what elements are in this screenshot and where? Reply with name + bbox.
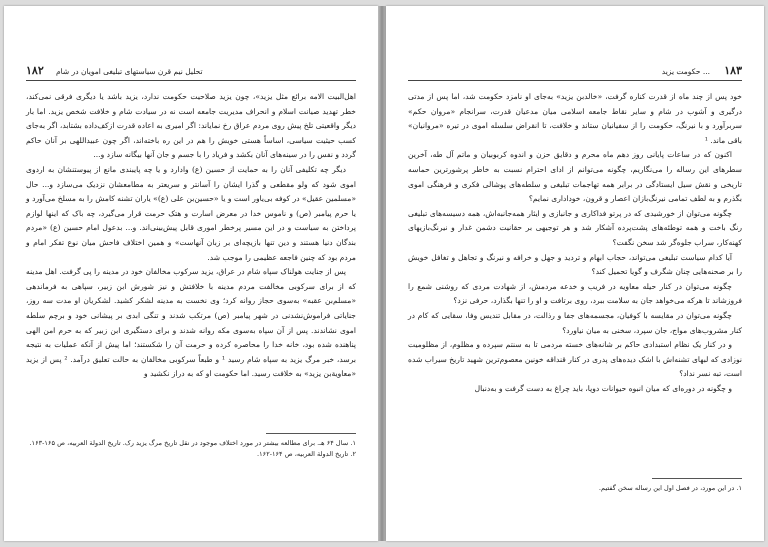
- paragraph: و چگونه در دوره‌ای که میان انبوه حیوانات دوپا، باید چراغ به دست گرفت و به‌دنبال: [474, 383, 732, 393]
- left-page: [4, 6, 378, 541]
- footnote-divider: [652, 478, 742, 479]
- paragraph: اهل‌البیت الامه برائع مثل یزید»، چون یزید صلاحیت حکومت ندارد، یزید باشد یا دیگری فرقی نمی‌کند، خطر تهدید صیانت اسلام و انحراف مدیریت جامعه است نه در سیادت شام و خلافت شخص یزید. اما بار دیگر واقعیتی تلخ پیش روی مردم عراق رخ نمایاند: اگر امیری به اعاده قدرت ازکف‌داده بشتابد، اگر به‌جای کسب حیثیت سیاسی، اساساً هستی خویش را هم در این ره باخته‌اند، اگر چون عبیداللهی بر آنان حاکم گردد و نفس را در سینه‌های آنان بکشد و فریاد را با جسم و جان آنها بیگانه سازد و...: [26, 92, 356, 160]
- book-spine: [378, 6, 386, 541]
- footnote: ۱. در این مورد، در فصل اول این رساله سخن گفتیم.: [598, 484, 742, 492]
- footnote: ۲. تاریخ الدولة العربیه، ص ۱۶۴-۱۶۲.: [257, 450, 356, 458]
- paragraph: اکنون که در ساعات پایانی روز دهم ماه محرم و دقایق حزن و اندوه کربوبیان و ماتم آل طه، آخرین سطرهای این رساله را می‌نگاریم، چگونه می‌توانم از ادای احترام نسبت به خاطر پرشورترین حماسه تاریخی و نقش سیل ایستادگی در برابر همه تهاجمات تبلیغی و سلطه‌های پوشالی فکری و فرهنگی اموی بگذرم و به لطف تمامی نیرنگ‌بازان اعصار و قرون، خوداداری نمایم؟: [408, 150, 742, 204]
- paragraph: چگونه می‌توان در مقایسه با کوفیان، مجسمه‌های جفا و رذالت، در مقابل تندیس وفا، سقایی که کام در کنار مشروب‌های مواج، جان سپرد، سخنی به میان نیاورد؟: [408, 310, 742, 335]
- paragraph: چگونه می‌توان از خورشیدی که در پرتو فداکاری و جانبازی و ایثار همه‌جانبه‌اش، همه دسیسه‌های تبلیغی رنگ باخت و همه توطئه‌های پشت‌پرده آشکار شد و هر توجیهی بر حقانیت دشمن غدار و نیرنگ‌بازیهای کهنه‌کار، سراب جلوه‌گر شد سخن نگفت؟: [408, 208, 742, 247]
- running-header-title: تحلیل نیم قرن سیاستهای تبلیغی امویان در شام: [56, 67, 203, 76]
- right-page-footnotes: [408, 483, 742, 494]
- right-page: [386, 6, 764, 541]
- paragraph: پس از جنایت هولناک سپاه شام در عراق، یزید سرکوب مخالفان خود در مدینه را پی گرفت. اهل مدینه که از برای سرکوبی مخالفت مردم مدینه با خلافتش و نیز شورش ابن زبیر، سپاهی به فرماندهی «مسلم‌بن عقبه» به‌سوی حجاز روانه کرد؛ وی نخست به مدینه لشکر کشید. لشکریان او مدت سه روز، جنایاتی فراموش‌نشدنی در شهر پیامبر (ص) مرتکب شدند و تنگی ابدی بر پیشانی خود و برچم سلطه اموی نشاندند. پس از آن سپاه به‌سوی مکه روانه شدند و برای دستگیری ابن زبیر که به حرم امن الهی پناهنده شده بود، خانه خدا را محاصره کرده و حرمت آن را شکستند؛ اما پیش از آنکه عملیات به نتیجه برسد، خبر مرگ یزید به سپاه شام رسید ¹ و طبعاً سرکوبی مخالفان به حالت تعلیق درآمد. ² پس از یزید «معاویة‌بن یزید» به خلافت رسید. اما حکومت او که به دراز نکشید و: [26, 267, 357, 379]
- paragraph: دیگر چه تکلیفی آنان را به حمایت از حسین (ع) وادارد و یا چه پایبندی مانع از پیوستنشان به اردوی اموی شود که ولو مقطعی و گذرا ایشان را آسانتر و سریعتر به مطامعشان نزدیک می‌سازد و... حال «مسلمین عقیل» در کوفه بی‌یاور است و یا «حسین‌بن علی (ع)» یاران تشنه کامش را به مسلخ می‌آورد و یا حرم پیامبر (ص) و ناموس خدا در معرض اسارت و هتک حرمت قرار می‌گیرد، چه باک که اینها لوازم پرداختن به سیاست و در این مسیر پرخطر اموری قابل پیش‌بینی‌اند. و... بدعول امام حسین (ع) «مردم بندگان دنیا هستند و دین تنها بازیچه‌ای بر زبان آنهاست» و همین اختلاف فاحش میان نوع تفکر امام و مردم بود که چنین فاجعه عظیمی را موجب شد.: [26, 164, 356, 262]
- right-page-header: [408, 64, 742, 81]
- footnote: ۱. سال ۶۴ هـ. برای مطالعه بیشتر در مورد اختلاف موجود در نقل تاریخ مرگ یزید رک. تاریخ الدولة العربیه، ص ۱۶۵-۱۶۳.: [29, 439, 356, 447]
- running-header-title: حکومت یزید ...: [661, 67, 710, 76]
- left-page-body: [26, 90, 356, 382]
- paragraph: چگونه می‌توان در کنار حیله معاویه در فریب و خدعه مردمش، از شهادت مردی که روشنی شمع را فروزشاند تا هرکه می‌خواهد جان به سلامت ببرد، روی برتافت و او را تنها بگذارد، حرفی نزد؟: [408, 281, 742, 306]
- left-page-footnotes: [26, 438, 356, 460]
- paragraph: آیا کدام سیاست تبلیغی می‌تواند، حجاب ابهام و تردید و جهل و خرافه و نیرنگ و تجاهل و تغافل خویش را بر صحنه‌هایی چنان شگرف و گویا تحمیل کند؟: [408, 252, 742, 277]
- left-page-header: [26, 64, 356, 81]
- page-number: ۱۸۲: [26, 64, 44, 77]
- right-page-body: [408, 90, 742, 396]
- paragraph: خود پس از چند ماه از قدرت کناره گرفت، «خالدبن یزید» به‌جای او نامزد حکومت شد، اما پس از مدتی درگیری و آشوب در شام و سایر نقاط جامعه اسلامی میان مدعیان قدرت، سرانجام «مروان حکم» سربرآورد و با نیرنگ، حکومت را از سفیانیان ستاند و خلافت، تا انقراض سلسله اموی در تیره «مروانیان» باقی ماند. ¹: [408, 92, 742, 145]
- footnote-divider: [266, 433, 356, 434]
- paragraph: و در کنار یک نظام استبدادی حاکم بر شانه‌های خسته مردمی تا به سنتم سپرده و مظلوم، از مظلومیت نوزادی که لبهای تشنه‌اش با اشک دیده‌های پدری در کنار قنداقه خونین معصوم‌ترین شهید تاریخ سیراب شده است، تبه نسر نداد؟: [408, 340, 742, 379]
- page-number: ۱۸۳: [724, 64, 742, 77]
